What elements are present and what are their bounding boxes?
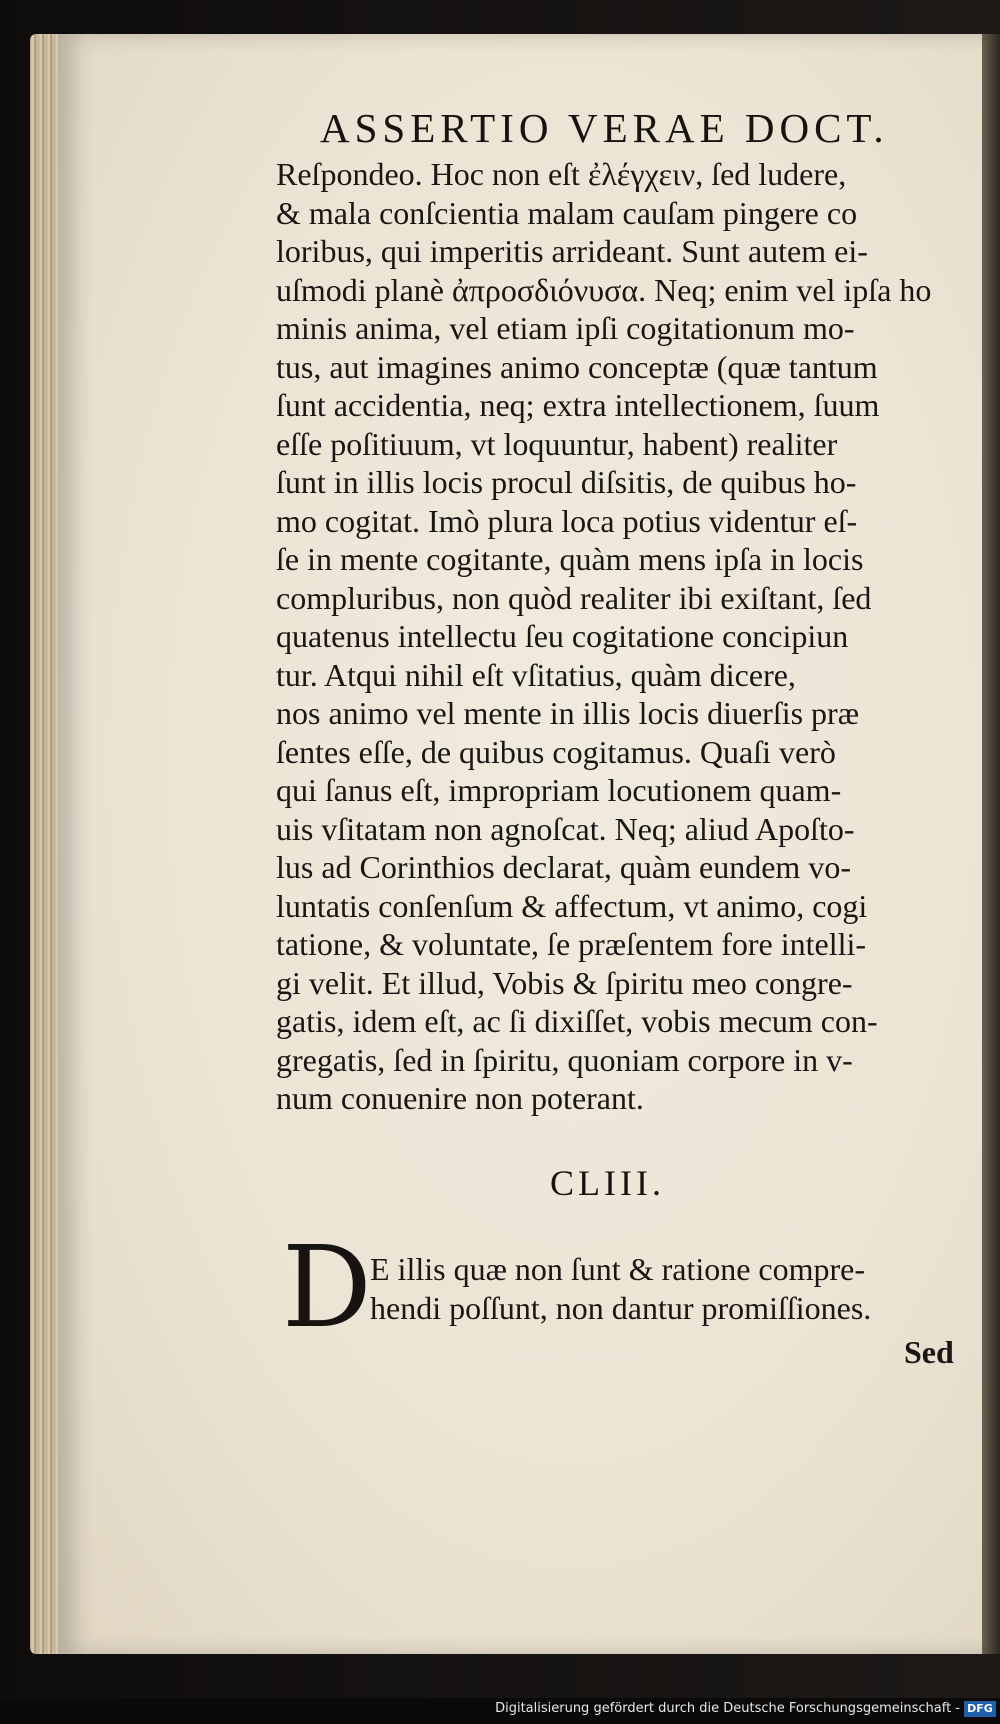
body-text [276, 155, 946, 1118]
text-line: lus ad Corinthios declarat, quàm eundem vo- [276, 849, 851, 885]
catchword: Sed [904, 1334, 954, 1370]
text-line: gi velit. Et illud, Vobis & ſpiritu meo congre- [276, 964, 853, 1001]
drop-cap-initial: D [282, 1223, 372, 1353]
text-line: Reſpondeo. Hoc non eſt ἐλέγχειν, ſed ludere, [276, 156, 847, 192]
running-head: ASSERTIO VERAE DOCT. [320, 105, 889, 151]
text-line: ſunt in illis locis procul diſsitis, de quibus ho- [276, 464, 857, 500]
text-line: qui ſanus eſt, impropriam locutionem quam- [276, 772, 842, 808]
text-line: & mala conſcientia malam cauſam pingere co [276, 194, 858, 231]
text-line: hendi poſſunt, non dantur promiſſiones. [370, 1290, 872, 1326]
text-line: loribus, qui imperitis arrideant. Sunt autem ei- [276, 233, 868, 269]
text-line: luntatis conſenſum & affectum, vt animo, cogi [276, 887, 868, 924]
text-line: quatenus intellectu ſeu cogitatione concipiun [276, 618, 849, 654]
text-line: compluribus, non quòd realiter ibi exiſtant, ſed [276, 579, 872, 616]
text-line: mo cogitat. Imò plura loca potius videntur eſ- [276, 502, 858, 539]
text-line: tus, aut imagines animo conceptæ (quæ tantum [276, 348, 878, 385]
text-line: tur. Atqui nihil eſt vſitatius, quàm dicere, [276, 656, 796, 693]
text-line: num conuenire non poterant. [276, 1080, 644, 1116]
text-line: gatis, idem eſt, ac ſi dixiſſet, vobis mecum con- [276, 1003, 878, 1039]
funding-note: Digitalisierung gefördert durch die Deutsche Forschungsgemeinschaft - [495, 1701, 960, 1716]
text-line: ſunt accidentia, neq; extra intellectionem, ſuum [276, 387, 880, 423]
text-line: minis anima, vel etiam ipſi cogitationum mo- [276, 310, 855, 346]
dfg-logo-badge: DFG [964, 1701, 996, 1717]
text-line: uis vſitatam non agnoſcat. Neq; aliud Apoſto- [276, 810, 855, 847]
text-line: ſe in mente cogitante, quàm mens ipſa in locis [276, 541, 864, 577]
text-line: uſmodi planè ἀπροσδιόνυσα. Neq; enim vel ipſa ho [276, 271, 932, 308]
section-text [370, 1250, 960, 1328]
text-line: E illis quæ non ſunt & ratione compre- [370, 1251, 866, 1287]
text-line: eſſe poſitiuum, vt loquuntur, habent) realiter [276, 425, 838, 462]
text-line: tatione, & voluntate, ſe præſentem fore intelli- [276, 926, 867, 962]
page-gutter-shadow [982, 34, 1000, 1654]
section-number: CLIII. [550, 1163, 665, 1203]
text-line: gregatis, ſed in ſpiritu, quoniam corpore in v- [276, 1041, 853, 1078]
text-line: ſentes eſſe, de quibus cogitamus. Quaſi verò [276, 733, 836, 770]
text-line: nos animo vel mente in illis locis diuerſis præ [276, 695, 860, 731]
